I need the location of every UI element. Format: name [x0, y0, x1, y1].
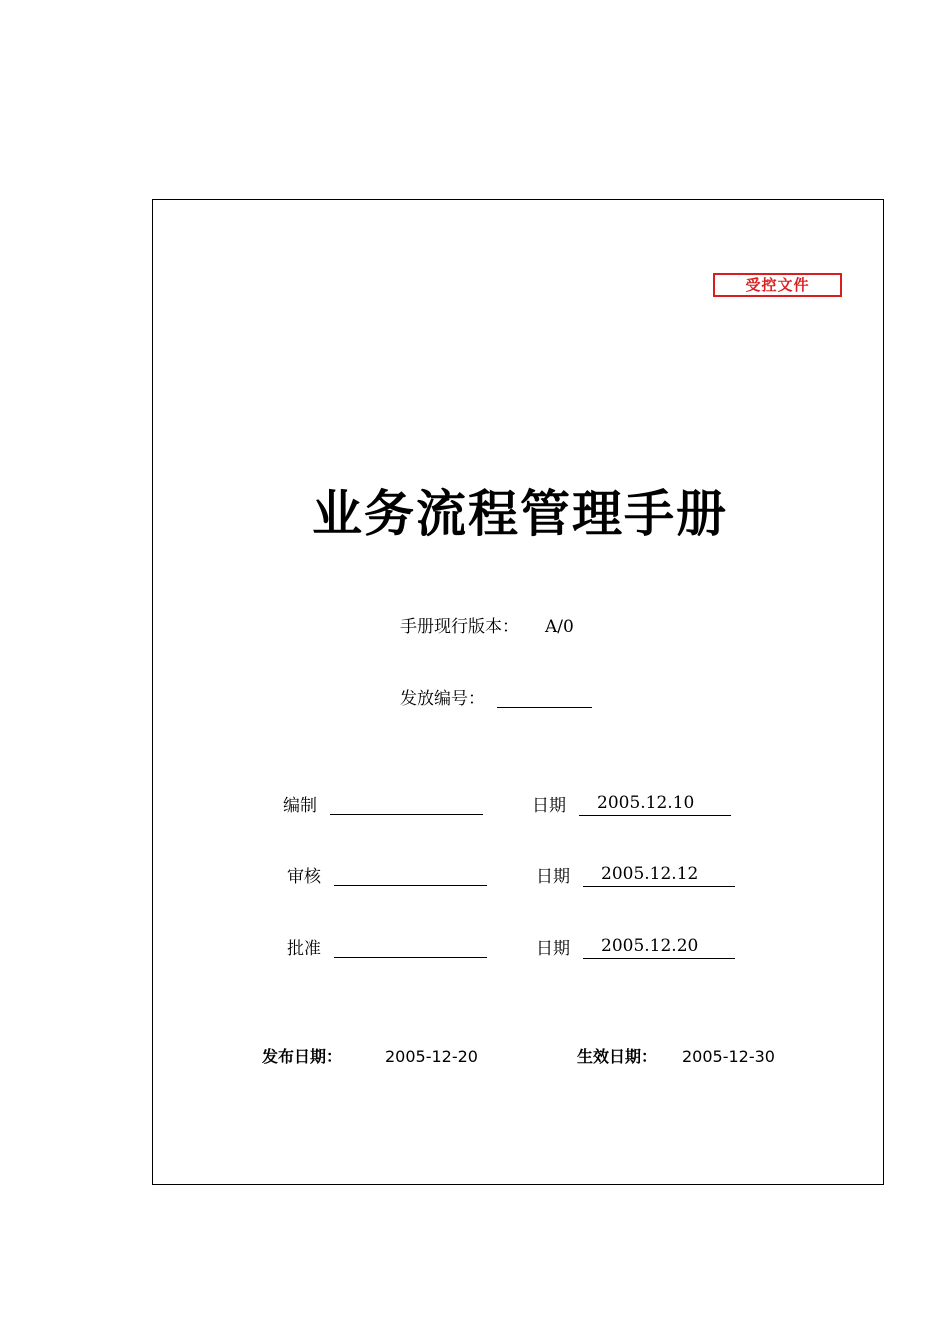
compiled-date-label: 日期 [532, 796, 566, 816]
version-value: A/0 [545, 617, 574, 637]
document-title: 业务流程管理手册 [312, 485, 728, 543]
publish-date-value: 2005-12-20 [385, 1047, 478, 1066]
reviewed-by-label: 审核 [287, 867, 321, 887]
version-label: 手册现行版本： [400, 617, 519, 637]
controlled-document-stamp: 受控文件 [713, 273, 842, 297]
compiled-date-value: 2005.12.10 [579, 792, 731, 816]
effective-date-label: 生效日期： [577, 1047, 658, 1066]
publish-date-label: 发布日期： [262, 1047, 343, 1066]
approved-date-label: 日期 [536, 939, 570, 959]
reviewed-date-label: 日期 [536, 867, 570, 887]
approved-by-blank [334, 957, 487, 958]
issue-number-blank [497, 707, 592, 708]
compiled-by-blank [330, 814, 483, 815]
approved-by-label: 批准 [287, 939, 321, 959]
reviewed-date-value: 2005.12.12 [583, 863, 735, 887]
effective-date-value: 2005-12-30 [682, 1047, 775, 1066]
reviewed-by-blank [334, 885, 487, 886]
approved-date-value: 2005.12.20 [583, 935, 735, 959]
cover-frame [152, 199, 884, 1185]
issue-number-label: 发放编号： [400, 689, 485, 709]
compiled-by-label: 编制 [283, 796, 317, 816]
